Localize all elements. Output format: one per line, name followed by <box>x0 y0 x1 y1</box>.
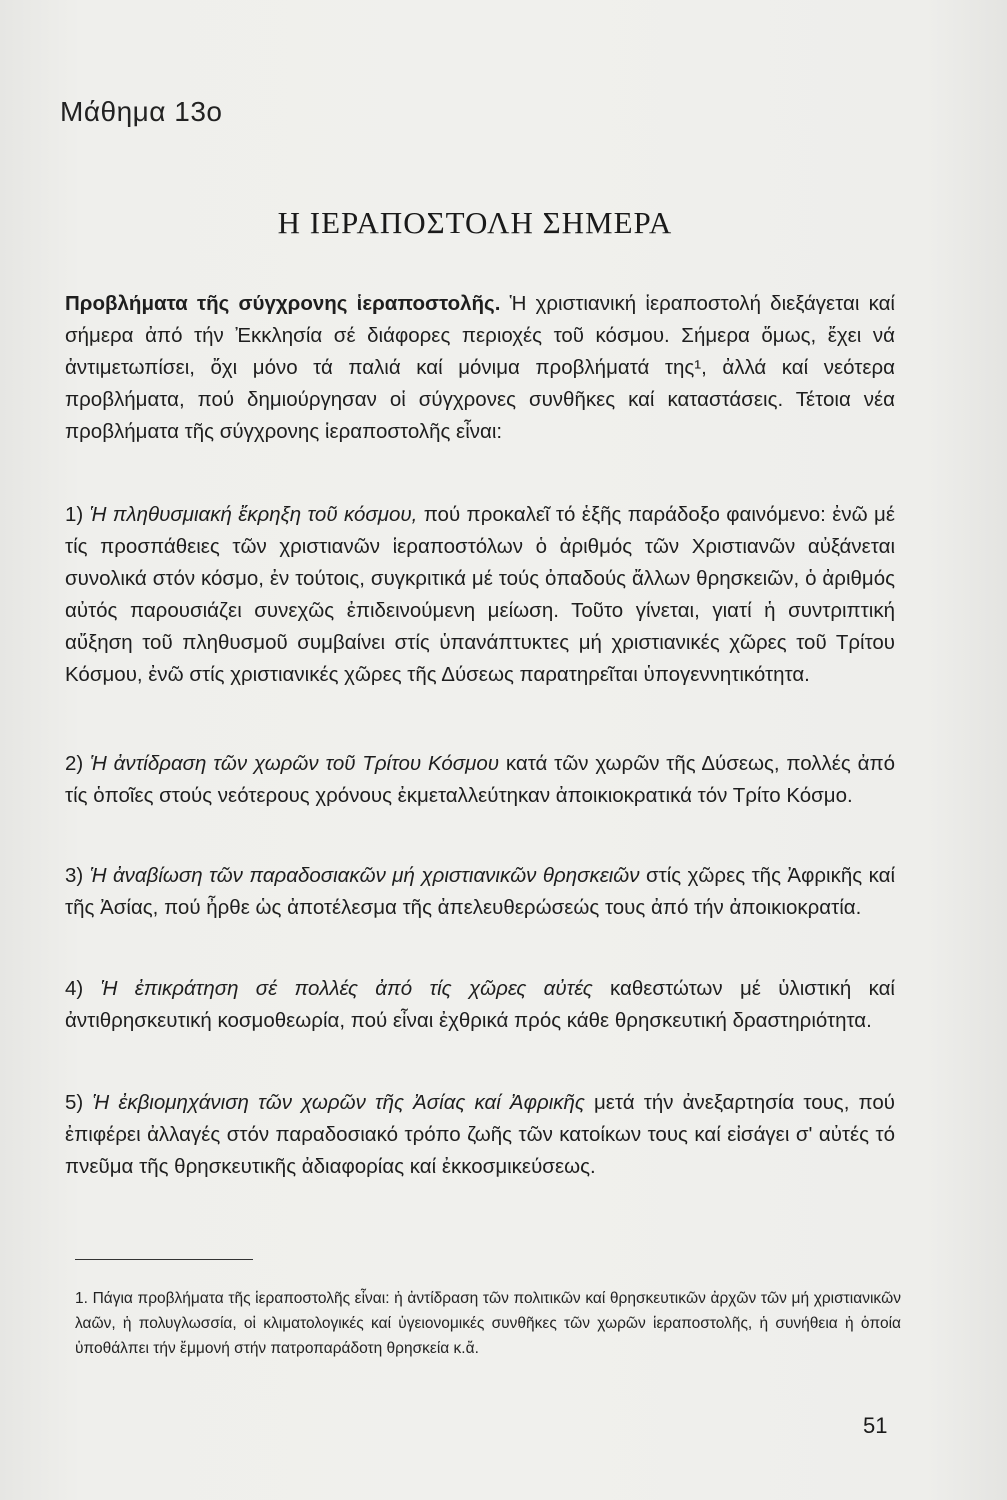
list-item <box>65 860 895 924</box>
list-item <box>65 973 895 1037</box>
item-title: Ἡ πληθυσμιακή ἔκρηξη τοῦ κόσμου, <box>89 503 418 526</box>
item-text: στίς χῶρες τῆς Ἀφρικῆς καί τῆς Ἀσίας, πού ἦρθε ὡς ἀποτέλεσμα τῆς ἀπελευθερώσεώς τους ἀπό τήν ἀποικιοκρατία. <box>65 864 895 919</box>
item-number: 5) <box>65 1091 93 1114</box>
list-item <box>65 748 895 812</box>
item-title: Ἡ ἀναβίωση τῶν παραδοσιακῶν μή χριστιανικῶν θρησκειῶν <box>89 864 640 887</box>
intro-paragraph <box>65 288 895 448</box>
list-item <box>65 1087 895 1183</box>
intro-text: Ἡ χριστιανική ἱεραποστολή διεξάγεται καί σήμερα ἀπό τήν Ἐκκλησία σέ διάφορες περιοχές τοῦ κόσμου. Σήμερα ὅμως, ἔχει νά ἀντιμετωπίσει, ὄχι μόνο τά παλιά καί μόνιμα προβλήματά της¹, ἀλλά καί νεότερα προβλήματα, πού δημιούργησαν οἱ σύγχρονες συνθῆκες καί καταστάσεις. Τέτοια νέα προβλήματα τῆς σύγχρονης ἱεραποστολῆς εἶναι: <box>65 292 895 443</box>
lesson-label: Μάθημα 13ο <box>60 96 223 127</box>
item-number: 4) <box>65 977 101 1000</box>
item-number: 3) <box>65 864 90 887</box>
item-title: Ἡ ἐκβιομηχάνιση τῶν χωρῶν τῆς Ἀσίας καί Ἀφρικῆς <box>92 1091 585 1114</box>
item-text: καθεστώτων μέ ὑλιστική καί ἀντιθρησκευτική κοσμοθεωρία, πού εἶναι ἐχθρικά πρός κάθε θρησκευτική δραστηριότητα. <box>65 977 895 1032</box>
intro-lead: Προβλήματα τῆς σύγχρονης ἱεραποστολῆς. <box>65 292 501 315</box>
footnote-divider <box>75 1259 253 1260</box>
item-title: Ἡ ἐπικράτηση σέ πολλές ἀπό τίς χῶρες αὐτές <box>100 977 593 1000</box>
item-text: μετά τήν ἀνεξαρτησία τους, πού ἐπιφέρει ἀλλαγές στόν παραδοσιακό τρόπο ζωῆς τῶν κατοίκων τους καί εἰσάγει σ' αὐτές τό πνεῦμα τῆς θρησκευτικῆς ἀδιαφορίας καί ἐκκοσμικεύσεως. <box>65 1091 895 1178</box>
list-item <box>65 499 895 691</box>
footnote: 1. Πάγια προβλήματα τῆς ἱεραποστολῆς εἶναι: ἡ ἀντίδραση τῶν πολιτικῶν καί θρησκευτικῶν ἀρχῶν τῶν μή χριστιανικῶν λαῶν, ἡ πολυγλωσσία, οἱ κλιματολογικές καί ὑγειονομικές συνθῆκες τῶν χωρῶν ἱεραποστολῆς, ἡ συνήθεια ἡ ὁποία ὑποθάλπει τήν ἔμμονή στήν πατροπαράδοτη θρησκεία κ.ἄ. <box>75 1290 901 1357</box>
item-number: 2) <box>65 752 91 775</box>
item-text: πού προκαλεῖ τό ἑξῆς παράδοξο φαινόμενο: ἐνῶ μέ τίς προσπάθειες τῶν χριστιανῶν ἱεραποστόλων ὁ ἀριθμός τῶν Χριστιανῶν αὐξάνεται συνολικά στόν κόσμο, ἐν τούτοις, συγκριτικά μέ τούς ὀπαδούς ἄλλων θρησκειῶν, ὁ ἀριθμός αὐτός παρουσιάζει συνεχῶς ἐπιδεινούμενη μείωση. Τοῦτο γίνεται, γιατί ἡ συντριπτική αὔξηση τοῦ πληθυσμοῦ συμβαίνει στίς ὑπανάπτυκτες μή χριστιανικές χῶρες τοῦ Τρίτου Κόσμου, ἐνῶ στίς χριστιανικές χῶρες τῆς Δύσεως παρατηρεῖται ὑπογεννητικότητα. <box>65 503 895 686</box>
item-number: 1) <box>65 503 90 526</box>
item-title: Ἡ ἀντίδραση τῶν χωρῶν τοῦ Τρίτου Κόσμου <box>90 752 500 775</box>
chapter-title: Η ΙΕΡΑΠΟΣΤΟΛΗ ΣΗΜΕΡΑ <box>277 205 673 240</box>
page-number: 51 <box>863 1413 888 1438</box>
item-text: κατά τῶν χωρῶν τῆς Δύσεως, πολλές ἀπό τίς ὁποῖες στούς νεότερους χρόνους ἐκμεταλλεύτηκαν ἀποικιοκρατικά τόν Τρίτο Κόσμο. <box>65 752 895 807</box>
